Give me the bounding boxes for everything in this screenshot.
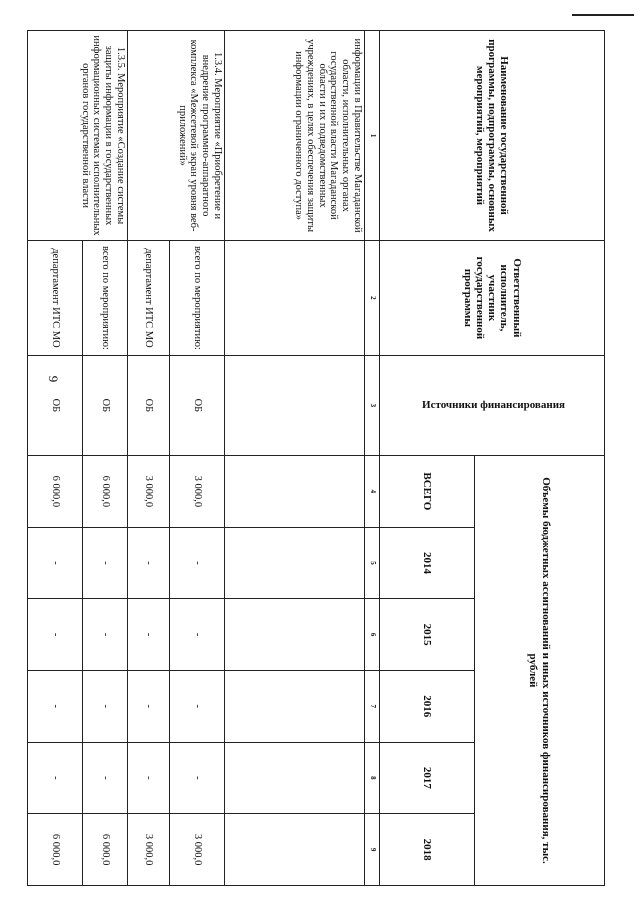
column-number: 1 bbox=[365, 31, 380, 241]
row-source: ОБ bbox=[83, 355, 128, 455]
row-source: ОБ bbox=[28, 355, 83, 455]
row-2017 bbox=[225, 742, 365, 814]
row-2014: - bbox=[170, 527, 225, 599]
rotated-table-container bbox=[49, 30, 605, 886]
row-2014 bbox=[225, 527, 365, 599]
row-2016: - bbox=[28, 670, 83, 742]
row-2018: 3 000,0 bbox=[128, 814, 170, 886]
header-total: ВСЕГО bbox=[380, 456, 475, 528]
row-source: ОБ bbox=[170, 355, 225, 455]
row-2016 bbox=[225, 670, 365, 742]
row-name: 1.3.4. Мероприятие «Приобретение и внедрение программно-аппаратного комплекса «Межсетевой экран уровня веб-приложений» bbox=[128, 31, 225, 241]
column-number: 5 bbox=[365, 527, 380, 599]
header-source-label: Источники финансирования bbox=[422, 399, 566, 412]
column-number: 9 bbox=[365, 814, 380, 886]
row-2015 bbox=[225, 599, 365, 671]
row-source: ОБ bbox=[128, 355, 170, 455]
row-2017: - bbox=[83, 742, 128, 814]
row-2015: - bbox=[28, 599, 83, 671]
row-2014: - bbox=[83, 527, 128, 599]
column-number: 7 bbox=[365, 670, 380, 742]
page-number: 9 bbox=[46, 375, 61, 383]
header-name: Наименование государственной программы, подпрограммы, основных мероприятий, мероприятий bbox=[380, 31, 605, 241]
header-year-2017: 2017 bbox=[380, 742, 475, 814]
column-number: 4 bbox=[365, 456, 380, 528]
table-row bbox=[83, 31, 128, 886]
row-source bbox=[225, 355, 365, 455]
row-2018: 3 000,0 bbox=[170, 814, 225, 886]
table-row bbox=[225, 31, 365, 886]
row-name: информации в Правительстве Магаданской области, исполнительных органах государственной власти Магаданской области и их подведомственных учреждениях, в целях обеспечения защиты информации ограниченного доступа» bbox=[225, 31, 365, 241]
column-number-row bbox=[365, 31, 380, 886]
table-row bbox=[170, 31, 225, 886]
column-number: 3 bbox=[365, 355, 380, 455]
row-2014: - bbox=[128, 527, 170, 599]
row-responsible: всего по мероприятию: bbox=[83, 241, 128, 356]
row-2015: - bbox=[128, 599, 170, 671]
row-2018: 6 000,0 bbox=[28, 814, 83, 886]
row-2015: - bbox=[170, 599, 225, 671]
row-2014: - bbox=[28, 527, 83, 599]
row-responsible bbox=[225, 241, 365, 356]
header-responsible: Ответственный исполнитель, участник государственной программы bbox=[380, 241, 605, 356]
row-total: 3 000,0 bbox=[170, 456, 225, 528]
row-name: 1.3.5. Мероприятие «Создание системы защиты информации в государственных информационных системах исполнительных органов государственной власти bbox=[28, 31, 128, 241]
header-year-2018: 2018 bbox=[380, 814, 475, 886]
row-responsible: всего по мероприятию: bbox=[170, 241, 225, 356]
row-total: 3 000,0 bbox=[128, 456, 170, 528]
row-total: 6 000,0 bbox=[28, 456, 83, 528]
header-source bbox=[380, 355, 605, 455]
funding-table bbox=[27, 30, 605, 886]
header-year-2016: 2016 bbox=[380, 670, 475, 742]
document-table-wrapper bbox=[49, 30, 605, 886]
row-2017: - bbox=[170, 742, 225, 814]
row-2017: - bbox=[128, 742, 170, 814]
row-2017: - bbox=[28, 742, 83, 814]
row-2016: - bbox=[170, 670, 225, 742]
row-responsible: департамент ИТС МО bbox=[128, 241, 170, 356]
row-2016: - bbox=[128, 670, 170, 742]
row-2016: - bbox=[83, 670, 128, 742]
top-rule bbox=[572, 14, 634, 16]
header-year-2015: 2015 bbox=[380, 599, 475, 671]
row-2015: - bbox=[83, 599, 128, 671]
row-total: 6 000,0 bbox=[83, 456, 128, 528]
header-year-2014: 2014 bbox=[380, 527, 475, 599]
row-total bbox=[225, 456, 365, 528]
column-number: 6 bbox=[365, 599, 380, 671]
column-number: 2 bbox=[365, 241, 380, 356]
row-2018: 6 000,0 bbox=[83, 814, 128, 886]
column-number: 8 bbox=[365, 742, 380, 814]
header-volume: Объемы бюджетных ассигнований и иных источников финансирования, тыс. рублей bbox=[475, 456, 605, 886]
row-2018 bbox=[225, 814, 365, 886]
row-responsible: департамент ИТС МО bbox=[28, 241, 83, 356]
